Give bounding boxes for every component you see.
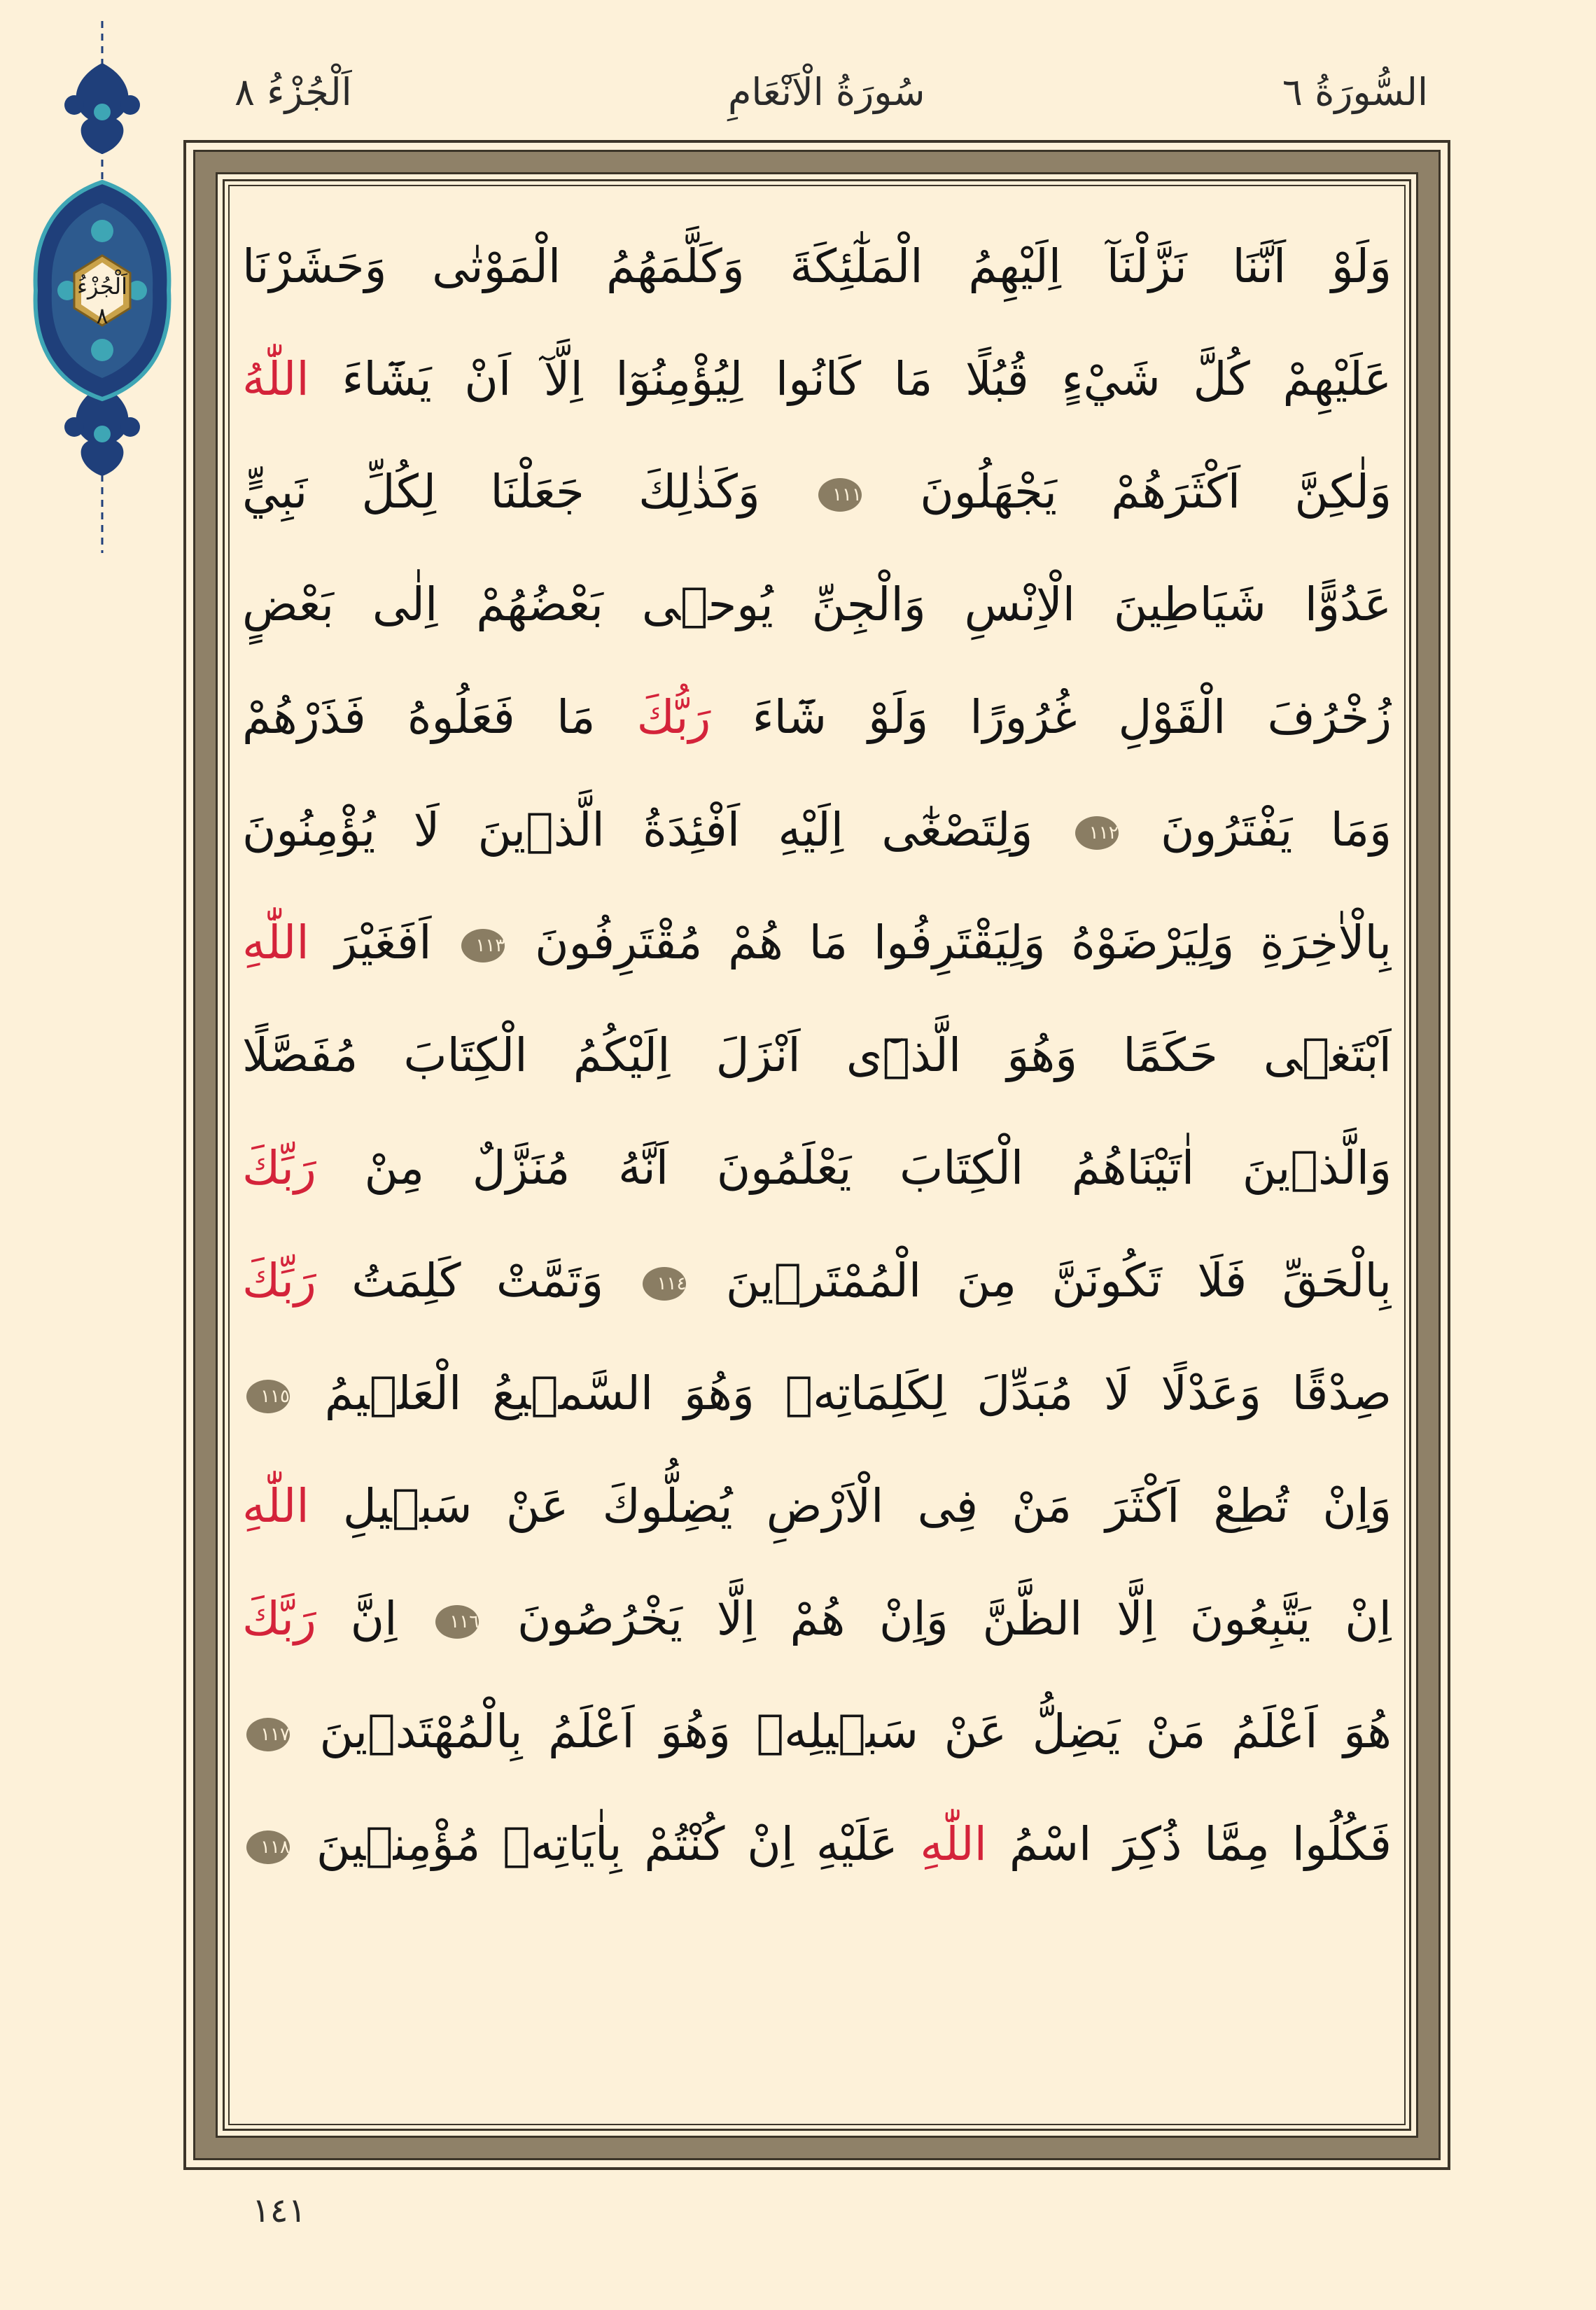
- juz-header: اَلْجُزْءُ ٨: [234, 70, 352, 114]
- verse-line: [242, 1337, 1392, 1450]
- verse-text: بِالْاٰخِرَةِ وَلِيَرْضَوْهُ وَلِيَقْتَرِفُوا مَا هُمْ مُقْتَرِفُونَ: [509, 916, 1392, 969]
- verse-line: [242, 999, 1392, 1112]
- ayah-number-marker: ١١٣: [461, 929, 505, 962]
- divine-name-text: اللّٰهِ: [242, 916, 309, 969]
- divine-name-text: رَبُّكَ: [636, 690, 711, 744]
- verse-text: وَلٰكِنَّ اَكْثَرَهُمْ يَجْهَلُونَ: [865, 465, 1392, 519]
- verse-text: هُوَ اَعْلَمُ مَنْ يَضِلُّ عَنْ سَبٖيلِهٖ وَهُوَ اَعْلَمُ بِالْمُهْتَدٖينَ: [294, 1704, 1392, 1758]
- verse-line: [242, 1112, 1392, 1224]
- ayah-number-marker: ١١٢: [1075, 816, 1119, 850]
- verse-text: اِنَّ: [316, 1592, 432, 1646]
- juz-medallion-ornament: [25, 21, 179, 553]
- verse-line: [242, 1788, 1392, 1900]
- surah-number-header: السُّورَةُ ٦: [1282, 70, 1428, 114]
- verse-text: مَا فَعَلُوهُ فَذَرْهُمْ: [242, 690, 637, 744]
- verse-text: بِالْحَقِّ فَلَا تَكُونَنَّ مِنَ الْمُمْتَرٖينَ: [690, 1254, 1392, 1308]
- ayah-number-marker: ١١٧: [246, 1718, 290, 1751]
- divine-name-text: رَبِّكَ: [242, 1141, 316, 1195]
- verse-text: عَلَيْهِ اِنْ كُنْتُمْ بِاٰيَاتِهٖ مُؤْمِنٖينَ: [294, 1817, 920, 1871]
- verse-text: وَلَوْ اَنَّنَا نَزَّلْنَآ اِلَيْهِمُ الْمَلٰٓئِكَةَ وَكَلَّمَهُمُ الْمَوْتٰى وَحَشَرْنَا: [242, 239, 1392, 293]
- verse-text: عَلَيْهِمْ كُلَّ شَيْءٍ قُبُلًا مَا كَانُوا لِيُؤْمِنُوٓا اِلَّآ اَنْ يَشَٓاءَ: [309, 352, 1392, 406]
- verse-line: [242, 323, 1392, 435]
- ayah-number-marker: ١١٦: [435, 1605, 479, 1639]
- verse-text: وَالَّذٖينَ اٰتَيْنَاهُمُ الْكِتَابَ يَعْلَمُونَ اَنَّهُ مُنَزَّلٌ مِنْ: [316, 1141, 1392, 1195]
- ayah-number-marker: ١١٨: [246, 1830, 290, 1864]
- verse-line: [242, 886, 1392, 999]
- divine-name-text: رَبِّكَ: [242, 1254, 316, 1308]
- surah-name-header: سُورَةُ الْاَنْعَامِ: [728, 70, 925, 114]
- verse-text: وَلِتَصْغٰٓى اِلَيْهِ اَفْئِدَةُ الَّذٖينَ لَا يُؤْمِنُونَ: [242, 803, 1071, 857]
- verse-line: [242, 1224, 1392, 1337]
- verse-line: [242, 210, 1392, 323]
- juz-medallion-number: ٨: [96, 302, 108, 329]
- verse-line: [242, 774, 1392, 886]
- verse-line: [242, 1562, 1392, 1675]
- verse-text: زُخْرُفَ الْقَوْلِ غُرُورًا وَلَوْ شَٓاءَ: [710, 690, 1392, 744]
- verse-text: صِدْقًا وَعَدْلًا لَا مُبَدِّلَ لِكَلِمَاتِهٖ وَهُوَ السَّمٖيعُ الْعَلٖيمُ: [294, 1366, 1392, 1420]
- divine-name-text: اللّٰهُ: [242, 352, 309, 406]
- verse-text: وَمَا يَفْتَرُونَ: [1122, 803, 1392, 857]
- verse-text: وَاِنْ تُطِعْ اَكْثَرَ مَنْ فِى الْاَرْضِ يُضِلُّوكَ عَنْ سَبٖيلِ: [309, 1479, 1392, 1533]
- verse-line: [242, 1675, 1392, 1788]
- verse-line: [242, 1450, 1392, 1562]
- verse-text: وَتَمَّتْ كَلِمَتُ: [316, 1254, 639, 1308]
- verse-line: [242, 435, 1392, 548]
- verse-text: اَفَغَيْرَ: [309, 916, 458, 969]
- divine-name-text: رَبَّكَ: [242, 1592, 316, 1646]
- quran-text-block: [242, 210, 1392, 1900]
- ayah-number-marker: ١١٥: [246, 1380, 290, 1413]
- verse-text: اَبْتَغٖى حَكَمًا وَهُوَ الَّذٖٓى اَنْزَلَ اِلَيْكُمُ الْكِتَابَ مُفَصَّلًا: [242, 1028, 1392, 1082]
- verse-line: [242, 661, 1392, 774]
- verse-text: اِنْ يَتَّبِعُونَ اِلَّا الظَّنَّ وَاِنْ هُمْ اِلَّا يَخْرُصُونَ: [483, 1592, 1392, 1646]
- ayah-number-marker: ١١١: [818, 478, 862, 512]
- verse-text: فَكُلُوا مِمَّا ذُكِرَ اسْمُ: [986, 1817, 1392, 1871]
- juz-medallion-word: اَلْجُزْءُ: [77, 273, 127, 300]
- verse-line: [242, 548, 1392, 661]
- page-number: ١٤١: [252, 2191, 307, 2230]
- divine-name-text: اللّٰهِ: [920, 1817, 987, 1871]
- verse-text: وَكَذٰلِكَ جَعَلْنَا لِكُلِّ نَبِيٍّ: [242, 465, 814, 519]
- divine-name-text: اللّٰهِ: [242, 1479, 309, 1533]
- ayah-number-marker: ١١٤: [643, 1267, 686, 1301]
- verse-text: عَدُوًّا شَيَاطِينَ الْاِنْسِ وَالْجِنِّ يُوحٖى بَعْضُهُمْ اِلٰى بَعْضٍ: [242, 578, 1392, 631]
